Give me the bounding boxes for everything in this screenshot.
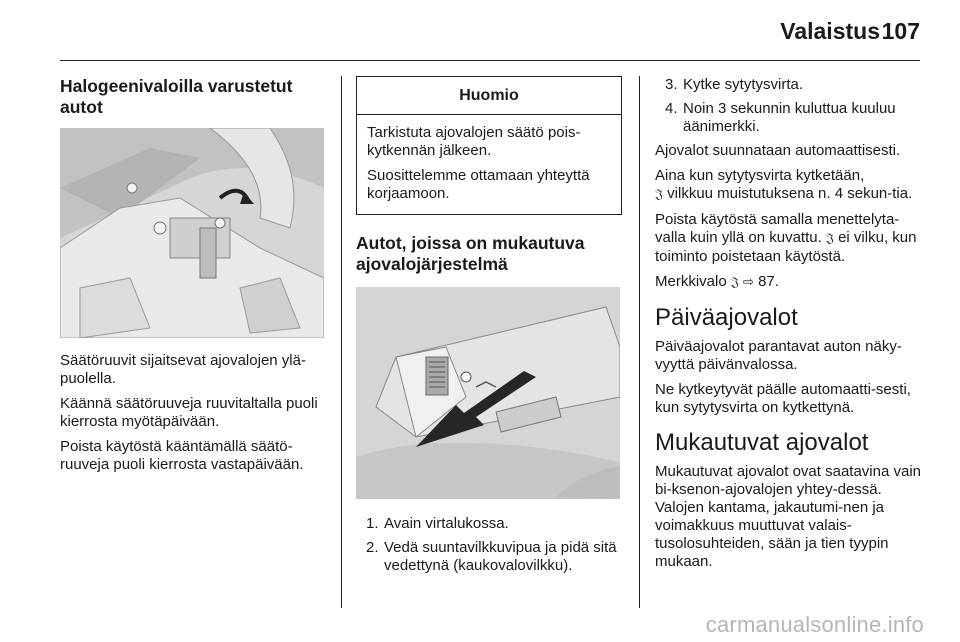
steps-list [356,515,624,575]
paragraph: Ajovalot suunnataan automaattisesti. [655,142,901,159]
turn-signal-lever-illustration [356,287,620,499]
notice-body [357,115,621,214]
column-2 [356,76,624,581]
headlight-indicator-icon: 𝔍 [730,275,739,290]
section-title: Valaistus [780,18,880,44]
steps-list [655,76,923,136]
list-item: 3. Kytke sytytysvirta. [665,76,804,93]
paragraph: Merkkivalo 𝔍 ⇨ 87. [655,273,779,290]
list-item: 4. Noin 3 sekunnin kuluttua kuuluu äänimerkki. [665,100,896,135]
notice-title: Huomio [357,77,621,115]
turn-signal-lever-figure [356,287,620,499]
page-header [0,0,960,60]
notice-paragraph: Suosittelemme ottamaan yhteyttä korjaamoon. [367,167,590,202]
halogen-heading: Halogeenivaloilla varustetut autot [60,76,293,117]
notice-box [356,76,622,215]
header-divider [60,60,920,61]
paragraph: Säätöruuvit sijaitsevat ajovalojen ylä-puolella. [60,352,306,387]
paragraph: Päiväajovalot parantavat auton näky-vyyttä päivänvalossa. [655,338,902,373]
page-reference-arrow-icon: ⇨ [743,275,754,290]
column-divider-2 [639,76,640,608]
paragraph: Käännä säätöruuveja ruuvitaltalla puoli kierrosta myötäpäivään. [60,395,318,430]
column-1 [60,76,328,481]
paragraph: Mukautuvat ajovalot ovat saatavina vain bi-ksenon-ajovalojen yhtey-dessä. Valojen kantama, jakautumi-nen ja voimakkuus muuttuvat valais-tusolosuhteiden, sään ja tien tyypin mukaan. [655,463,921,570]
headlight-adjustment-figure [60,128,324,338]
paragraph: Poista käytöstä samalla menettelyta-valla kuin yllä on kuvattu. 𝔍 ei vilku, kun toiminto poistetaan käytöstä. [655,211,917,265]
paragraph: Aina kun sytytysvirta kytketään, 𝔍 vilkkuu muistutuksena n. 4 sekun-tia. [655,167,913,202]
paragraph: Ne kytkeytyvät päälle automaatti-sesti, kun sytytysvirta on kytkettynä. [655,381,911,416]
notice-paragraph: Tarkistuta ajovalojen säätö pois-kytkennän jälkeen. [367,124,581,159]
paragraph: Poista käytöstä kääntämällä säätö-ruuveja puoli kierrosta vastapäivään. [60,438,304,473]
watermark: carmanualsonline.info [705,612,924,637]
column-3 [655,76,923,578]
page-number: 107 [881,18,920,44]
headlight-screw-illustration [60,128,324,338]
list-item: 1. Avain virtalukossa. [366,515,509,532]
list-item: 2. Vedä suuntavilkkuvipua ja pidä sitä vedettynä (kaukovalovilkku). [366,539,617,574]
headlight-indicator-icon: 𝔍 [825,231,834,246]
page-reference-link[interactable]: 87. [758,273,779,290]
daytime-lights-heading: Päiväajovalot [655,304,798,331]
adaptive-system-heading: Autot, joissa on mukautuva ajovalojärjestelmä [356,233,585,274]
adaptive-lights-heading: Mukautuvat ajovalot [655,429,869,456]
headlight-indicator-icon: 𝔍 [655,187,663,202]
column-divider-1 [341,76,342,608]
